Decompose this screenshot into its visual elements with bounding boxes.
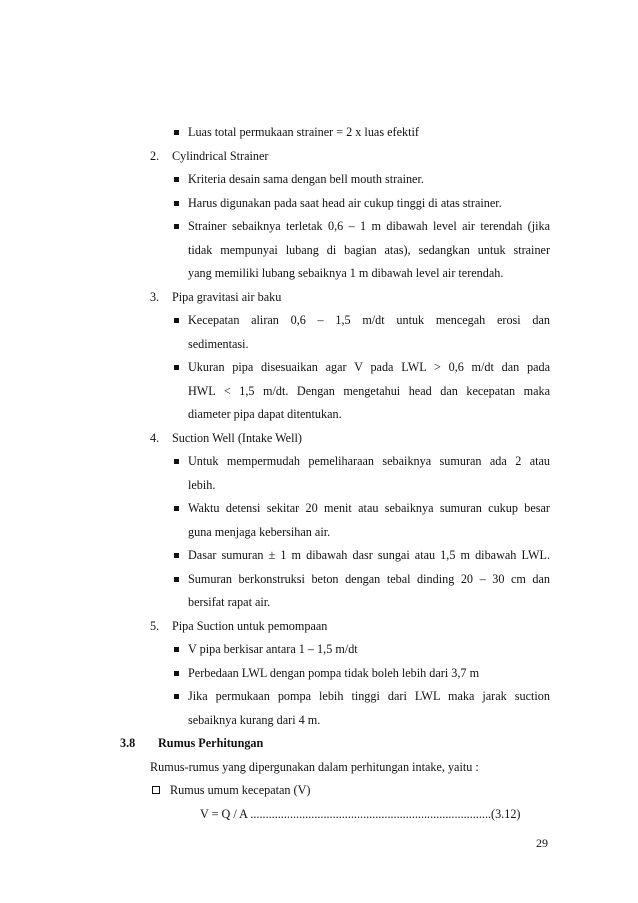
item-text: yang memiliki lubang sebaiknya 1 m dibawah level air terendah.	[188, 266, 504, 280]
bullet-continuation	[188, 591, 550, 615]
square-bullet-icon	[174, 671, 179, 676]
item-text: Ukuran pipa disesuaikan agar V pada LWL > 0,6 m/dt dan pada	[188, 360, 550, 374]
item-number: 2.	[150, 148, 160, 163]
bullet-item	[188, 309, 550, 333]
item-text: guna menjaga kebersihan air.	[188, 524, 331, 539]
item-text: sedimentasi.	[188, 336, 249, 351]
numbered-item	[150, 286, 550, 310]
square-bullet-icon	[174, 694, 179, 699]
bullet-continuation	[188, 333, 550, 357]
item-text: diameter pipa dapat ditentukan.	[188, 407, 342, 421]
section-title: Rumus Perhitungan	[158, 736, 264, 750]
section-number: 3.8	[120, 736, 136, 750]
bullet-continuation	[188, 380, 550, 404]
bullet-continuation	[188, 262, 550, 286]
bullet-item	[188, 121, 550, 145]
square-bullet-icon	[174, 318, 179, 323]
item-text: Jika permukaan pompa lebih tinggi dari LWL maka jarak suction	[188, 689, 550, 703]
square-bullet-icon	[174, 130, 179, 135]
formula-line	[200, 803, 638, 827]
bullet-item	[188, 638, 550, 662]
bullet-continuation	[188, 709, 550, 733]
item-text: Sumuran berkonstruksi beton dengan tebal dinding 20 – 30 cm dan	[188, 571, 550, 586]
bullet-item	[188, 192, 550, 216]
numbered-item	[150, 427, 550, 451]
square-bullet-icon	[174, 224, 179, 229]
item-text: lebih.	[188, 477, 216, 492]
item-text: Kecepatan aliran 0,6 – 1,5 m/dt untuk mencegah erosi dan	[188, 313, 550, 327]
bullet-item	[188, 662, 550, 686]
bullet-item	[188, 544, 550, 568]
bullet-item	[188, 497, 550, 521]
hollow-square-bullet-icon	[152, 786, 160, 794]
item-text: V pipa berkisar antara 1 – 1,5 m/dt	[188, 642, 358, 656]
item-text: Strainer sebaiknya terletak 0,6 – 1 m dibawah level air terendah (jika	[188, 219, 550, 233]
square-bullet-icon	[174, 365, 179, 370]
item-text: Luas total permukaan strainer = 2 x luas efektif	[188, 125, 419, 139]
item-text: Dasar sumuran ± 1 m dibawah dasr sungai atau 1,5 m dibawah LWL.	[188, 548, 550, 562]
page-body	[0, 121, 638, 826]
bullet-continuation	[188, 403, 550, 427]
item-text: tidak mempunyai lubang di bagian atas), sedangkan untuk strainer	[188, 242, 550, 257]
square-bullet-icon	[174, 577, 179, 582]
bullet-continuation	[188, 239, 550, 263]
item-text: Waktu detensi sekitar 20 menit atau sebaiknya sumuran cukup besar	[188, 501, 550, 515]
item-heading: Pipa gravitasi air baku	[172, 289, 282, 304]
paragraph-text: Rumus-rumus yang dipergunakan dalam perhitungan intake, yaitu :	[150, 759, 479, 774]
item-number: 4.	[150, 430, 160, 445]
section-heading	[120, 732, 638, 756]
item-text: bersifat rapat air.	[188, 595, 271, 609]
square-bullet-icon	[174, 647, 179, 652]
item-heading: Pipa Suction untuk pemompaan	[172, 618, 328, 633]
formula-text: V = Q / A ...............................................................................(3.12)	[200, 806, 521, 821]
item-heading: Cylindrical Strainer	[172, 148, 269, 163]
square-bullet-icon	[174, 459, 179, 464]
square-bullet-icon	[174, 506, 179, 511]
item-text: Untuk mempermudah pemeliharaan sebaiknya sumuran ada 2 atau	[188, 454, 550, 468]
numbered-item	[150, 145, 550, 169]
bullet-continuation	[188, 474, 550, 498]
bullet-item	[188, 215, 550, 239]
item-text: sebaiknya kurang dari 4 m.	[188, 712, 321, 727]
item-text: Kriteria desain sama dengan bell mouth strainer.	[188, 172, 424, 186]
item-text: Perbedaan LWL dengan pompa tidak boleh lebih dari 3,7 m	[188, 665, 480, 680]
item-number: 3.	[150, 289, 160, 304]
bullet-item	[188, 568, 550, 592]
bullet-item	[188, 685, 550, 709]
square-bullet-icon	[174, 553, 179, 558]
bullet-item	[188, 450, 550, 474]
item-text: Rumus umum kecepatan (V)	[170, 783, 311, 797]
item-text: Harus digunakan pada saat head air cukup tinggi di atas strainer.	[188, 195, 502, 210]
page-number: 29	[536, 836, 548, 850]
item-heading: Suction Well (Intake Well)	[172, 430, 302, 445]
numbered-item	[150, 615, 550, 639]
bullet-item	[188, 356, 550, 380]
square-bullet-icon	[174, 201, 179, 206]
checkbox-bullet-item	[170, 779, 638, 803]
item-number: 5.	[150, 618, 160, 633]
paragraph	[150, 756, 638, 780]
square-bullet-icon	[174, 177, 179, 182]
bullet-continuation	[188, 521, 550, 545]
bullet-item	[188, 168, 550, 192]
item-text: HWL < 1,5 m/dt. Dengan mengetahui head dan kecepatan maka	[188, 383, 550, 398]
